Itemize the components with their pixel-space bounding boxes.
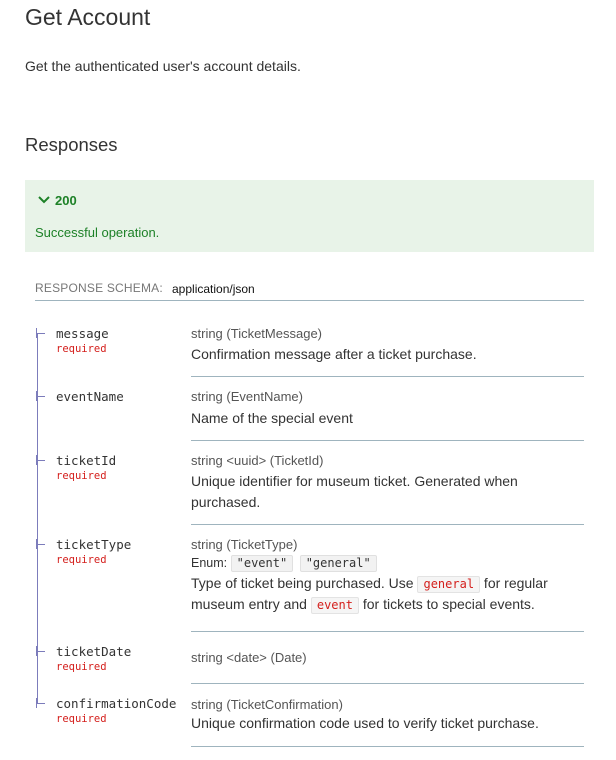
property-name: message <box>56 326 109 341</box>
property-detail-message <box>191 326 584 377</box>
property-description-line-1: Unique identifier for museum ticket. Generated when <box>191 473 518 489</box>
enum-values <box>191 555 584 572</box>
property-description: Confirmation message after a ticket purchase. <box>191 346 477 362</box>
chevron-down-icon <box>35 190 53 210</box>
property-type: string <date> (Date) <box>191 650 307 665</box>
property-name: ticketType <box>56 537 132 552</box>
property-detail-ticketDate <box>191 650 584 684</box>
property-description-line-2: purchased. <box>191 494 261 510</box>
property-detail-confirmationCode <box>191 697 584 747</box>
property-description <box>191 471 584 513</box>
property-name: eventName <box>56 389 124 404</box>
property-type: string (TicketMessage) <box>191 326 322 341</box>
required-label: required <box>56 343 107 355</box>
response-description: Successful operation. <box>35 225 160 240</box>
property-type: string (TicketType) <box>191 537 298 552</box>
property-name: ticketId <box>56 453 117 468</box>
response-code: 200 <box>55 192 77 208</box>
description-text: Type of ticket being purchased. Use <box>191 575 418 591</box>
property-type: string (EventName) <box>191 389 303 404</box>
required-label: required <box>56 554 107 566</box>
description-text: museum entry and <box>191 596 311 612</box>
property-type: string (TicketConfirmation) <box>191 697 343 712</box>
property-description <box>191 573 584 615</box>
response-200-panel[interactable] <box>25 180 594 252</box>
property-tree-line <box>37 333 38 703</box>
property-description: Name of the special event <box>191 410 353 426</box>
property-detail-ticketType <box>191 537 584 632</box>
required-label: required <box>56 661 107 673</box>
property-detail-ticketId <box>191 453 584 525</box>
response-200-toggle[interactable] <box>35 190 77 210</box>
description-text: for regular <box>480 575 548 591</box>
required-label: required <box>56 713 107 725</box>
inline-code-general: general <box>417 576 480 593</box>
enum-label: Enum: <box>191 556 228 570</box>
responses-heading: Responses <box>25 134 118 155</box>
response-schema-label: RESPONSE SCHEMA: <box>35 281 163 295</box>
description-text: for tickets to special events. <box>358 596 535 612</box>
property-name: confirmationCode <box>56 696 177 711</box>
property-type: string <uuid> (TicketId) <box>191 453 324 468</box>
enum-value-event: "event" <box>231 555 294 572</box>
page-description: Get the authenticated user's account details. <box>25 58 301 74</box>
property-description: Unique confirmation code used to verify ticket purchase. <box>191 715 539 731</box>
enum-value-general: "general" <box>300 555 377 572</box>
response-content-type[interactable]: application/json <box>172 282 255 296</box>
required-label: required <box>56 470 107 482</box>
response-schema-header <box>35 281 584 301</box>
inline-code-event: event <box>311 597 359 614</box>
property-detail-eventName <box>191 389 584 441</box>
property-name: ticketDate <box>56 644 132 659</box>
page-title: Get Account <box>25 4 151 30</box>
